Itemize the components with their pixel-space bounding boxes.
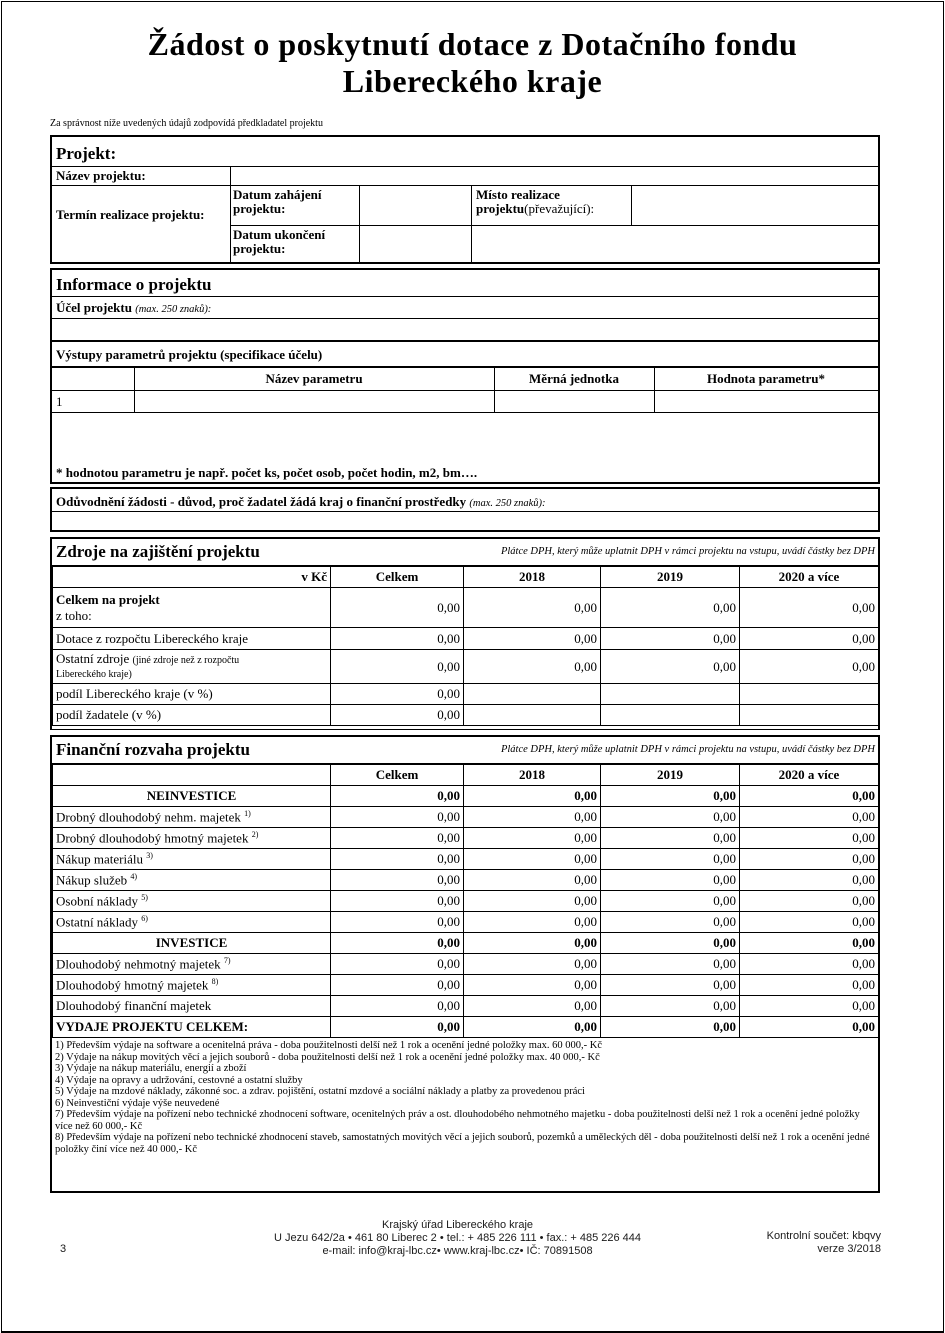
table-row: [53, 705, 879, 726]
ucel-label: Účel projektu (max. 250 znaků):: [56, 300, 212, 315]
row-label: Ostatní náklady $^{6)}$: [53, 912, 331, 933]
zdroje-dph-note: Plátce DPH, který může uplatnit DPH v rámci projektu na vstupu, uvádí částky bez DPH: [500, 546, 875, 557]
value-cell[interactable]: 0,00: [740, 912, 879, 933]
value-cell[interactable]: 0,00: [740, 975, 879, 996]
value-cell: 0,00: [331, 1017, 464, 1038]
title-line-1: Žádost o poskytnutí dotace z Dotačního fondu: [147, 26, 798, 62]
misto-realizace-label: Místo realizace projektu(převažující):: [476, 187, 595, 216]
value-cell[interactable]: 0,00: [331, 996, 464, 1017]
value-cell[interactable]: 0,00: [601, 975, 740, 996]
value-cell[interactable]: 0,00: [464, 807, 601, 828]
value-cell[interactable]: 0,00: [331, 628, 464, 650]
datum-zahajeni-label: Datum zahájení projektu:: [233, 187, 322, 216]
value-cell: 0,00: [464, 933, 601, 954]
value-cell: 0,00: [601, 1017, 740, 1038]
financni-table: [52, 764, 879, 1038]
value-cell[interactable]: 0,00: [740, 588, 879, 628]
table-row: [53, 849, 879, 870]
value-cell[interactable]: 0,00: [464, 996, 601, 1017]
value-cell[interactable]: 0,00: [331, 849, 464, 870]
datum-ukonceni-field[interactable]: [363, 227, 468, 261]
oduvodneni-section: [50, 487, 880, 532]
footer-checksum: [767, 1230, 881, 1256]
table-row: [53, 650, 879, 684]
col-unit: v Kč: [53, 567, 331, 588]
value-cell: 0,00: [601, 933, 740, 954]
zdroje-table: [52, 566, 879, 726]
value-cell[interactable]: 0,00: [331, 975, 464, 996]
footer-office: Krajský úřad Libereckého kraje: [381, 1219, 534, 1231]
projekt-heading: Projekt:: [56, 144, 117, 163]
value-cell[interactable]: 0,00: [601, 870, 740, 891]
value-cell[interactable]: 0,00: [601, 954, 740, 975]
zdroje-section: [50, 537, 880, 730]
value-cell[interactable]: 0,00: [331, 870, 464, 891]
col-celkem: Celkem: [331, 765, 464, 786]
value-cell[interactable]: 0,00: [601, 650, 740, 684]
row-label: INVESTICE: [53, 933, 331, 954]
table-row: [53, 588, 879, 628]
value-cell[interactable]: 0,00: [331, 891, 464, 912]
col-celkem: Celkem: [331, 567, 464, 588]
row-label: NEINVESTICE: [53, 786, 331, 807]
col-2018: 2018: [464, 567, 601, 588]
investice-row: [53, 933, 879, 954]
value-cell[interactable]: 0,00: [740, 870, 879, 891]
projekt-section: [50, 135, 880, 264]
info-section: [50, 268, 880, 484]
value-cell[interactable]: 0,00: [331, 828, 464, 849]
value-cell[interactable]: 0,00: [601, 996, 740, 1017]
param-unit-field[interactable]: [496, 392, 652, 410]
footnote-2: 2) Výdaje na nákup movitých věcí a jejich souborů - doba použitelnosti delší než 1 rok a ocenění jedné položky max. 40 000,- Kč: [55, 1051, 600, 1063]
title-line-2: Libereckého kraje: [342, 63, 603, 99]
celkem-label: Celkem na projekt z toho:: [53, 588, 331, 628]
checksum-text: Kontrolní součet: kbqvy: [766, 1230, 881, 1242]
value-cell[interactable]: 0,00: [740, 828, 879, 849]
termin-realizace-label: Termín realizace projektu:: [56, 207, 205, 222]
value-cell[interactable]: 0,00: [464, 975, 601, 996]
footer-address: [230, 1219, 685, 1258]
footnote-1: 1) Především výdaje na software a ocenitelná práva - doba použitelnosti delší než 1 rok a ocenění jedné položky max. 60 000,- Kč: [55, 1040, 602, 1051]
col-2018: 2018: [464, 765, 601, 786]
table-row: [53, 828, 879, 849]
parameter-footnote: * hodnotou parametru je např. počet ks, počet osob, počet hodin, m2, bm….: [56, 465, 478, 480]
table-row: [53, 684, 879, 705]
value-cell[interactable]: 0,00: [464, 849, 601, 870]
value-cell[interactable]: 0,00: [740, 891, 879, 912]
footnotes: [52, 1038, 878, 1157]
zdroje-heading: Zdroje na zajištění projektu: [56, 542, 260, 561]
col-nazev-parametru: Název parametru: [265, 371, 363, 386]
version-text: verze 3/2018: [817, 1243, 881, 1255]
financni-dph-note: Plátce DPH, který může uplatnit DPH v rámci projektu na vstupu, uvádí částky bez DPH: [500, 744, 875, 755]
value-cell[interactable]: 0,00: [331, 705, 464, 726]
value-cell[interactable]: 0,00: [331, 954, 464, 975]
table-row: [53, 996, 879, 1017]
table-row: [53, 807, 879, 828]
row-label: Ostatní zdroje (jiné zdroje než z rozpočtu Libereckého kraje): [53, 650, 331, 684]
value-cell[interactable]: 0,00: [464, 954, 601, 975]
row-label: Dotace z rozpočtu Libereckého kraje: [53, 628, 331, 650]
value-cell[interactable]: 0,00: [464, 870, 601, 891]
value-cell[interactable]: 0,00: [331, 588, 464, 628]
value-cell: 0,00: [464, 1017, 601, 1038]
col-2019: 2019: [601, 567, 740, 588]
value-cell: 0,00: [740, 1017, 879, 1038]
value-cell: 0,00: [740, 933, 879, 954]
footnote-7: 7) Především výdaje na pořízení nebo technické zhodnocení software, ocenitelných práv a ost. dlouhodobého nehmotného majetku - doba použitelnosti delší než 1 rok a ocenění jedné položky více než 60 000,- Kč: [55, 1109, 860, 1132]
row-label: podíl žadatele (v %): [53, 705, 331, 726]
neinvestice-row: [53, 786, 879, 807]
value-cell[interactable]: 0,00: [601, 628, 740, 650]
row-label: Osobní náklady $^{5)}$: [53, 891, 331, 912]
row-label: Nákup služeb $^{4)}$: [53, 870, 331, 891]
total-row: [53, 1017, 879, 1038]
col-hodnota-parametru: Hodnota parametru*: [706, 371, 826, 386]
info-heading: Informace o projektu: [56, 275, 212, 294]
page-number: 3: [60, 1243, 67, 1255]
value-cell[interactable]: 0,00: [601, 912, 740, 933]
col-merna-jednotka: Měrná jednotka: [529, 371, 619, 386]
value-cell[interactable]: 0,00: [740, 628, 879, 650]
value-cell[interactable]: 0,00: [601, 807, 740, 828]
misto-realizace-field[interactable]: [634, 187, 874, 223]
value-cell[interactable]: 0,00: [740, 954, 879, 975]
row-label: Nákup materiálu $^{3)}$: [53, 849, 331, 870]
value-cell[interactable]: 0,00: [740, 849, 879, 870]
param-name-field[interactable]: [136, 392, 492, 410]
col-2019: 2019: [601, 765, 740, 786]
value-cell[interactable]: 0,00: [601, 828, 740, 849]
table-row: [53, 954, 879, 975]
value-cell[interactable]: 0,00: [464, 650, 601, 684]
datum-zahajeni-field[interactable]: [363, 187, 475, 223]
oduvodneni-field[interactable]: [52, 512, 878, 530]
row-label: Drobný dlouhodobý hmotný majetek $^{2)}$: [53, 828, 331, 849]
value-cell: 0,00: [331, 933, 464, 954]
footer-contact: e-mail: info@kraj-lbc.cz• www.kraj-lbc.cz• IČ: 70891508: [322, 1245, 593, 1257]
row-label: podíl Libereckého kraje (v %): [53, 684, 331, 705]
row-label: Dlouhodobý hmotný majetek $^{8)}$: [53, 975, 331, 996]
value-cell[interactable]: 0,00: [601, 891, 740, 912]
table-row: [53, 891, 879, 912]
financni-section: [50, 735, 880, 1193]
value-cell[interactable]: 0,00: [464, 891, 601, 912]
table-row: [53, 912, 879, 933]
footer-address-line: U Jezu 642/2a • 461 80 Liberec 2 • tel.: + 485 226 111 • fax.: + 485 226 444: [273, 1232, 642, 1244]
value-cell[interactable]: 0,00: [331, 684, 464, 705]
value-cell[interactable]: 0,00: [601, 588, 740, 628]
footnote-3: 3) Výdaje na nákup materiálu, energií a zboží: [55, 1063, 247, 1074]
vystupy-heading: Výstupy parametrů projektu (specifikace účelu): [56, 347, 323, 362]
financni-heading: Finanční rozvaha projektu: [56, 740, 250, 759]
datum-ukonceni-label: Datum ukončení projektu:: [233, 227, 326, 256]
table-row: [53, 628, 879, 650]
param-value-field[interactable]: [656, 392, 876, 410]
value-cell[interactable]: 0,00: [331, 912, 464, 933]
value-cell[interactable]: 0,00: [740, 650, 879, 684]
row-label: Dlouhodobý finanční majetek: [53, 996, 331, 1017]
value-cell: 0,00: [601, 786, 740, 807]
value-cell[interactable]: 0,00: [464, 588, 601, 628]
nazev-projektu-label: Název projektu:: [56, 168, 146, 183]
value-cell[interactable]: 0,00: [331, 807, 464, 828]
footnote-4: 4) Výdaje na opravy a udržování, cestovné a ostatní služby: [55, 1074, 303, 1086]
param-row-index: 1: [56, 394, 63, 409]
intro-note: Za správnost níže uvedených údajů zodpovídá předkladatel projektu: [50, 118, 323, 129]
ucel-field[interactable]: [52, 319, 878, 339]
value-cell: 0,00: [740, 786, 879, 807]
value-cell[interactable]: 0,00: [464, 912, 601, 933]
value-cell[interactable]: 0,00: [740, 996, 879, 1017]
footnote-5: 5) Výdaje na mzdové náklady, zákonné soc. a zdrav. pojištění, ostatní mzdové a sociální náklady a platby za provedenou práci: [55, 1086, 585, 1097]
table-row: [53, 870, 879, 891]
value-cell[interactable]: 0,00: [740, 807, 879, 828]
value-cell[interactable]: 0,00: [464, 828, 601, 849]
footnote-6: 6) Neinvestiční výdaje výše neuvedené: [55, 1097, 220, 1109]
table-row: [53, 975, 879, 996]
row-label: Drobný dlouhodobý nehm. majetek $^{1)}$: [53, 807, 331, 828]
col-2020: 2020 a více: [740, 765, 879, 786]
page-title: [0, 26, 945, 100]
oduvodneni-label: Odůvodnění žádosti - důvod, proč žadatel žádá kraj o finanční prostředky (max. 250 znaků):: [56, 494, 546, 509]
value-cell[interactable]: 0,00: [464, 628, 601, 650]
row-label: Dlouhodobý nehmotný majetek $^{7)}$: [53, 954, 331, 975]
row-label: VYDAJE PROJEKTU CELKEM:: [53, 1017, 331, 1038]
col-2020: 2020 a více: [740, 567, 879, 588]
value-cell[interactable]: 0,00: [601, 849, 740, 870]
value-cell[interactable]: 0,00: [331, 650, 464, 684]
footnote-8: 8) Především výdaje na pořízení nebo technické zhodnocení staveb, samostatných movitých věcí a jejich souborů, pozemků a uměleckých děl - doba použitelnosti delší než 1 rok a ocenění jedné položky činí více než 40 000,- Kč: [55, 1132, 870, 1155]
value-cell: 0,00: [331, 786, 464, 807]
value-cell: 0,00: [464, 786, 601, 807]
